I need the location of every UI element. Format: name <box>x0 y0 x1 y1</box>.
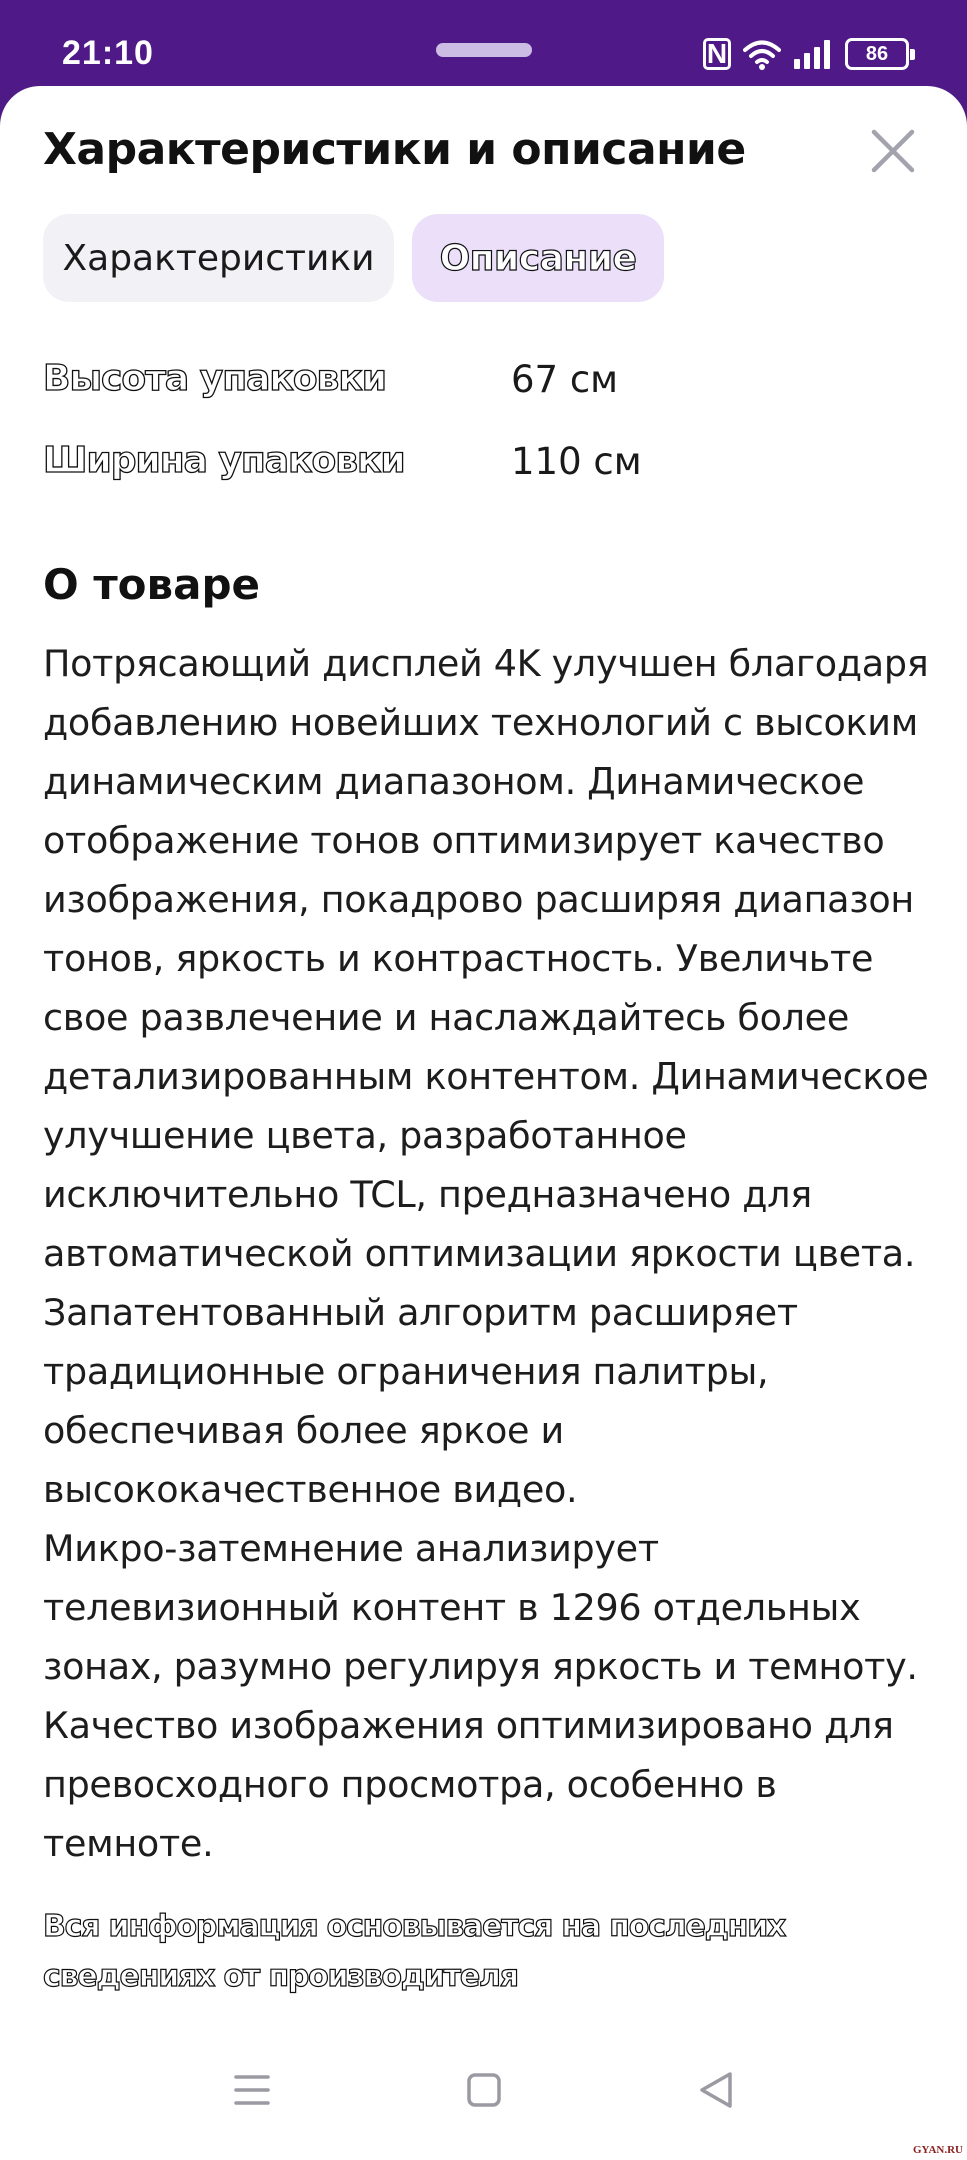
spec-row <box>43 440 923 522</box>
manufacturer-disclaimer <box>43 1902 923 2002</box>
disclaimer-line: Вся информация основывается на последних <box>43 1909 786 1944</box>
description-line: обеспечивая более яркое и <box>43 1409 564 1452</box>
description-line: зонах, разумно регулируя яркость и темноту. <box>43 1645 918 1688</box>
description-line: автоматической оптимизации яркости цвета. <box>43 1232 916 1275</box>
description-line: темноте. <box>43 1822 214 1865</box>
description-line: динамическим диапазоном. Динамическое <box>43 760 865 803</box>
wifi-icon <box>743 38 781 70</box>
description-line: превосходного просмотра, особенно в <box>43 1763 777 1806</box>
status-icons <box>703 36 909 72</box>
specs-list <box>43 358 923 522</box>
bottom-sheet <box>0 86 967 2160</box>
signal-icon <box>793 39 833 69</box>
back-icon[interactable] <box>686 2060 746 2120</box>
battery-level: 86 <box>865 42 889 65</box>
watermark: GYAN.RU <box>912 2144 963 2156</box>
spec-value: 67 см <box>511 358 619 401</box>
description-line: высококачественное видео. <box>43 1468 578 1511</box>
nfc-icon: N <box>703 38 731 70</box>
menu-icon[interactable] <box>222 2060 282 2120</box>
description-line: улучшение цвета, разработанное <box>43 1114 687 1157</box>
about-section-title: О товаре <box>43 560 260 609</box>
spec-row <box>43 358 923 440</box>
description-line: традиционные ограничения палитры, <box>43 1350 769 1393</box>
description-line: Качество изображения оптимизировано для <box>43 1704 894 1747</box>
description-line: исключительно TCL, предназначено для <box>43 1173 812 1216</box>
spec-name: Высота упаковки <box>43 358 386 399</box>
home-icon[interactable] <box>454 2060 514 2120</box>
sheet-drag-handle[interactable] <box>436 43 532 57</box>
status-time: 21:10 <box>62 34 154 72</box>
battery-icon <box>845 38 909 70</box>
description-line: отображение тонов оптимизирует качество <box>43 819 885 862</box>
description-line: тонов, яркость и контрастность. Увеличьте <box>43 937 874 980</box>
description-line: телевизионный контент в 1296 отдельных <box>43 1586 861 1629</box>
spec-value: 110 см <box>511 440 642 483</box>
description-line: Микро-затемнение анализирует <box>43 1527 659 1570</box>
tab-description[interactable]: Описание <box>412 214 664 302</box>
status-bar <box>0 0 967 90</box>
description-line: добавлению новейших технологий с высоким <box>43 701 918 744</box>
close-icon[interactable] <box>864 122 922 180</box>
tab-bar <box>43 214 664 302</box>
spec-name: Ширина упаковки <box>43 440 405 481</box>
description-line: изображения, покадрово расширяя диапазон <box>43 878 914 921</box>
product-description <box>43 634 943 1873</box>
sheet-title: Характеристики и описание <box>43 124 746 175</box>
description-line: детализированным контентом. Динамическое <box>43 1055 929 1098</box>
system-nav-bar <box>0 2060 967 2140</box>
description-line: свое развлечение и наслаждайтесь более <box>43 996 849 1039</box>
description-line: Запатентованный алгоритм расширяет <box>43 1291 798 1334</box>
tab-characteristics[interactable]: Характеристики <box>43 214 394 302</box>
disclaimer-line: сведениях от производителя <box>43 1959 518 1994</box>
description-line: Потрясающий дисплей 4K улучшен благодаря <box>43 642 929 685</box>
